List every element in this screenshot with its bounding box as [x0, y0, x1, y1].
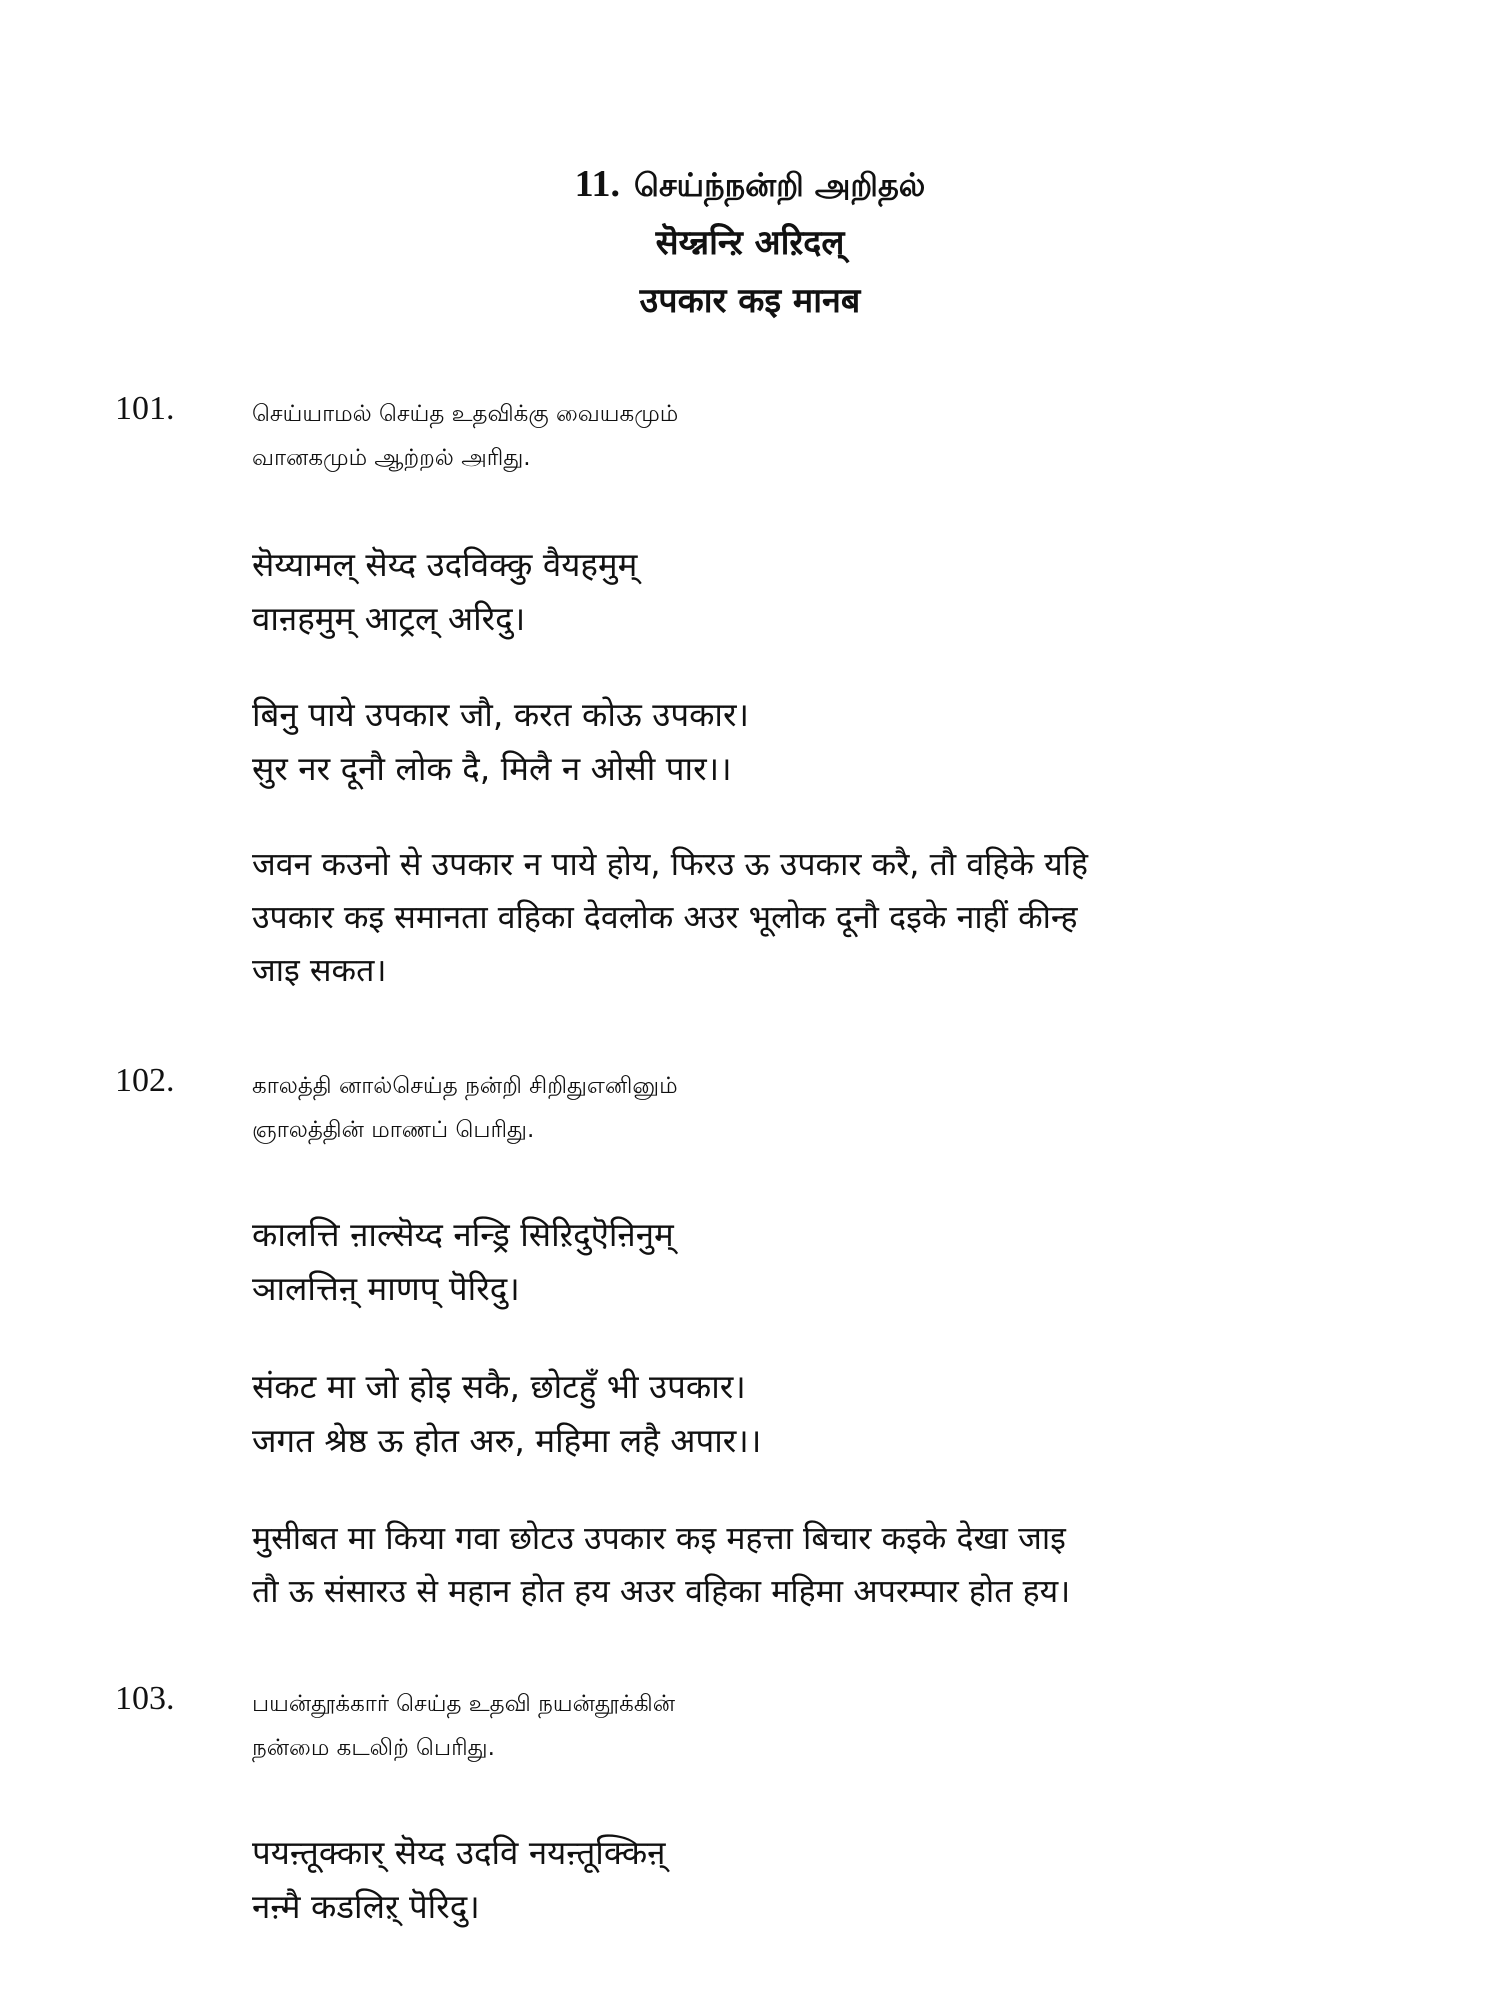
prose-line: मुसीबत मा किया गवा छोटउ उपकार कइ महत्ता बिचार कइके देखा जाइ — [252, 1519, 1066, 1557]
chapter-title-tamil-text: செய்ந்நன்றி அறிதல் — [634, 166, 926, 204]
doha-line: जगत श्रेष्ठ ऊ होत अरु, महिमा लहै अपार।। — [252, 1421, 762, 1460]
verse-number: 101. — [115, 390, 175, 427]
verse-number: 102. — [115, 1062, 175, 1099]
translit-line: ञालत्तिऩ् माणप् पॆरिदु। — [252, 1269, 520, 1308]
tamil-line: நன்மை கடலிற் பெரிது. — [252, 1735, 495, 1761]
tamil-line: ஞாலத்தின் மாணப் பெரிது. — [252, 1117, 535, 1143]
tamil-line: செய்யாமல் செய்த உதவிக்கு வையகமும் — [252, 401, 679, 427]
tamil-couplet — [252, 1682, 1462, 1770]
hindi-explanation — [252, 1512, 1462, 1618]
translit-line: पयऩ्तूक्कार् सॆय्द उदवि नयऩ्तूक्किऩ् — [252, 1833, 666, 1872]
verse-number: 103. — [115, 1680, 175, 1717]
chapter-title-transliteration: सॆय्न्नन्ऱि अऱिदल् — [655, 223, 845, 263]
tamil-couplet — [252, 1064, 1462, 1152]
transliteration — [252, 538, 1462, 646]
prose-line: जवन कउनो से उपकार न पाये होय, फिरउ ऊ उपकार करै, तौ वहिके यहि — [252, 845, 1089, 883]
chapter-title-hindi: उपकार कइ मानब — [639, 281, 861, 321]
tamil-couplet — [252, 392, 1462, 480]
hindi-explanation — [252, 838, 1462, 997]
doha-line: संकट मा जो होइ सकै, छोटहुँ भी उपकार। — [252, 1367, 746, 1406]
translit-line: नऩ्मै कडलिऱ् पॆरिदु। — [252, 1887, 480, 1926]
prose-line: तौ ऊ संसारउ से महान होत हय अउर वहिका महिमा अपरम्पार होत हय। — [252, 1572, 1071, 1610]
tamil-line: வானகமும் ஆற்றல் அரிது. — [252, 445, 531, 471]
transliteration — [252, 1826, 1462, 1934]
translit-line: वाऩहमुम् आट्रल् अरिदु। — [252, 599, 526, 638]
tamil-line: பயன்தூக்கார் செய்த உதவி நயன்தூக்கின் — [252, 1691, 675, 1717]
doha-line: सुर नर दूनौ लोक दै, मिलै न ओसी पार।। — [252, 749, 732, 788]
translit-line: सॆय्यामल् सॆय्द उदविक्कु वैयहमुम् — [252, 545, 638, 584]
prose-line: जाइ सकत। — [252, 951, 387, 989]
chapter-title-tamil — [0, 162, 1500, 208]
tamil-line: காலத்தி னால்செய்த நன்றி சிறிதுஎனினும் — [252, 1073, 678, 1099]
prose-line: उपकार कइ समानता वहिका देवलोक अउर भूलोक दूनौ दइके नाहीं कीन्ह — [252, 898, 1078, 936]
chapter-number: 11. — [574, 163, 621, 205]
hindi-doha — [252, 1360, 1462, 1468]
hindi-doha — [252, 688, 1462, 796]
translit-line: कालत्ति ऩाल्सॆय्द नन्ड्रि सिऱिदुऎऩिनुम् — [252, 1215, 674, 1254]
doha-line: बिनु पाये उपकार जौ, करत कोऊ उपकार। — [252, 695, 749, 734]
transliteration — [252, 1208, 1462, 1316]
